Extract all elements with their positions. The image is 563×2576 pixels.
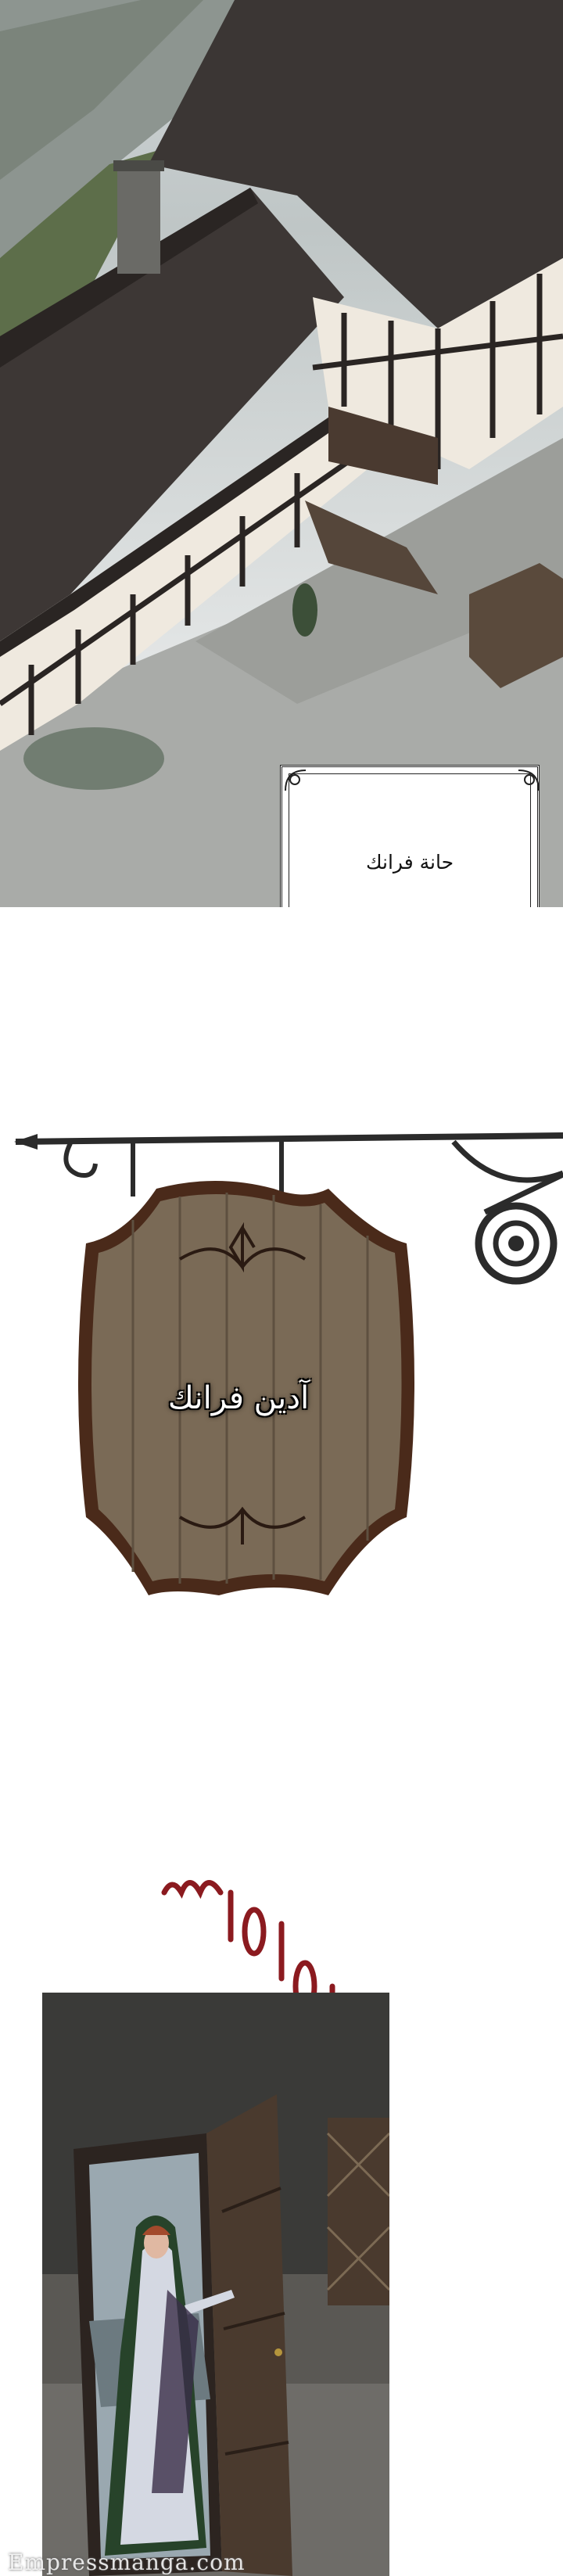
doorway-panel: [42, 1993, 389, 2576]
watermark: Empressmanga.com: [8, 2549, 246, 2575]
sign-text: آدين فرانك: [167, 1380, 310, 1416]
establishing-panel: [0, 0, 563, 907]
ornate-frame-icon: [282, 767, 542, 907]
hanging-sign: [0, 1126, 563, 1658]
doorway-illustration: [42, 1993, 389, 2576]
location-caption: حانة فرانك: [365, 850, 454, 874]
caption-box: [280, 765, 540, 907]
